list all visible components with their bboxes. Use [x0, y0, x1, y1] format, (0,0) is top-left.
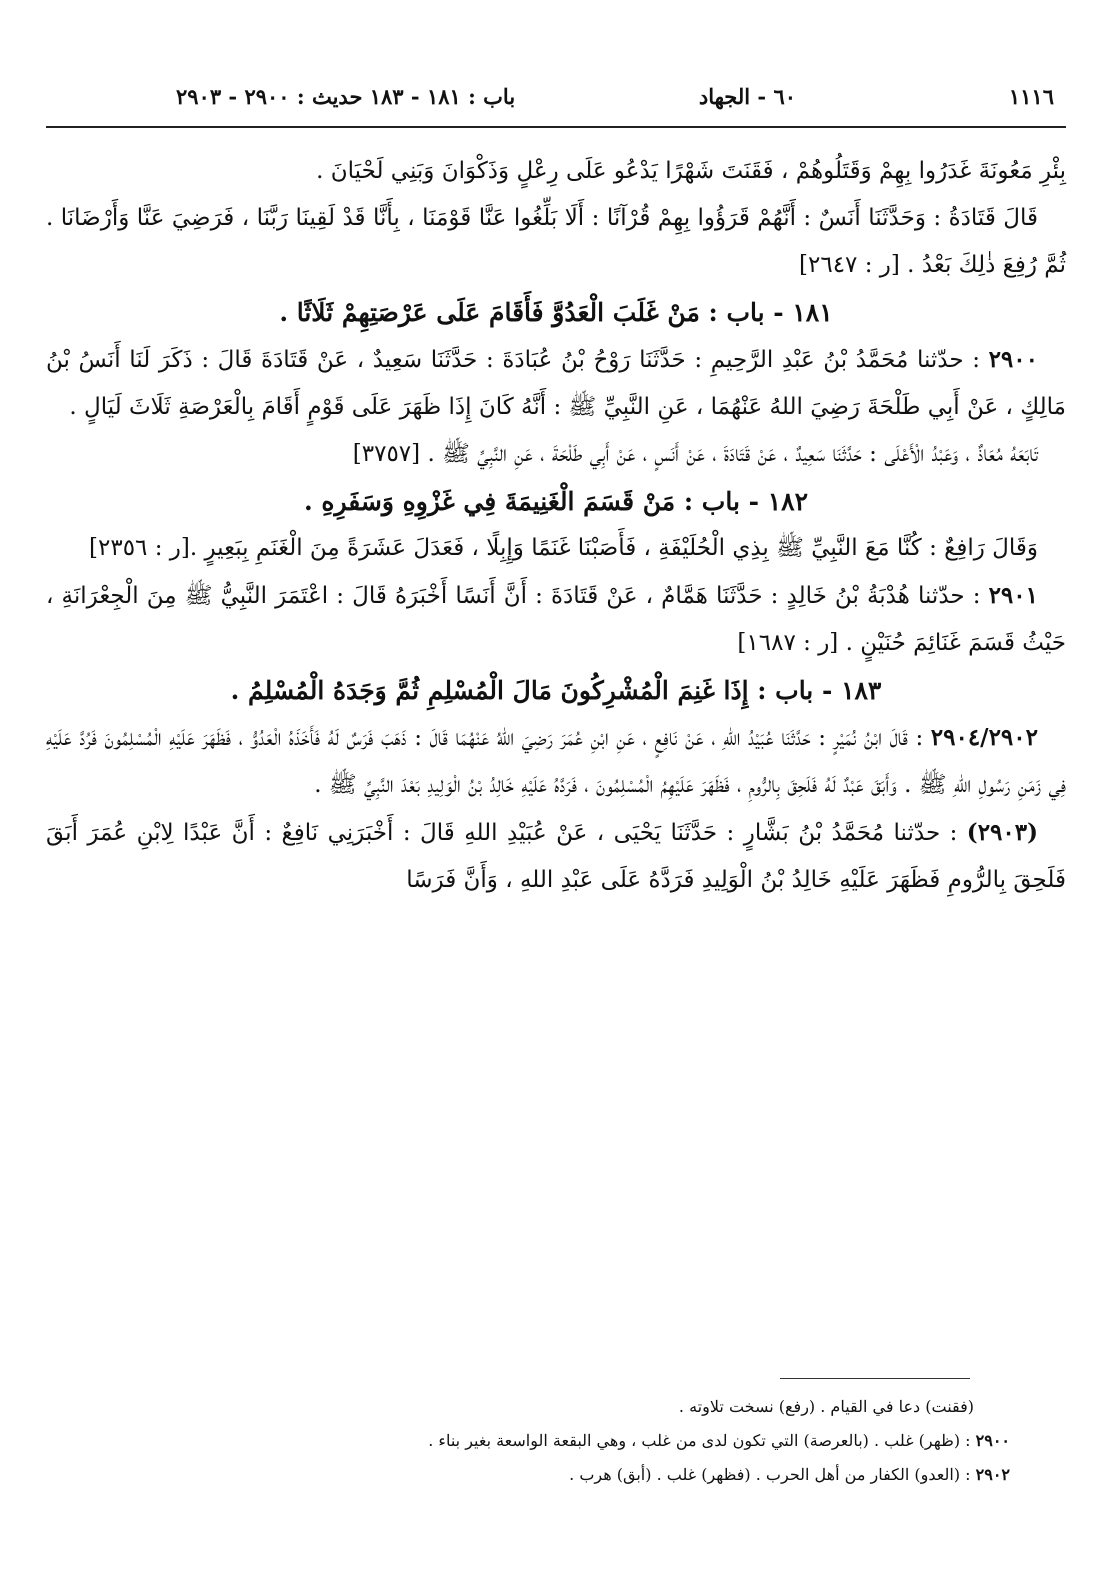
hadith-number: ٢٩٠٤/٢٩٠٢ [930, 724, 1038, 751]
hadith-2903 [46, 809, 1066, 904]
header-rule [46, 126, 1066, 128]
running-header [46, 78, 1066, 122]
hadith-2900 [46, 336, 1066, 431]
footnote-rule [780, 1378, 970, 1379]
footnote-text: : (العدو) الكفار من أهل الحرب . (فظهر) غلب . (أبق) هرب . [569, 1465, 976, 1484]
footnote-number: ٢٩٠٢ [975, 1465, 1010, 1484]
hadith-text: : حدّثنا هُدْبَةُ بْنُ خَالِدٍ : حَدَّثَنَا هَمَّامٌ ، عَنْ قَتَادَةَ : أَنَّ أَنَسًا أَخْبَرَهُ قَالَ : اعْتَمَرَ النَّبِيُّ ﷺ مِنَ الْجِعْرَانَةِ ، حَيْثُ قَسَمَ غَنَائِمَ حُنَيْنٍ . [ر : ١٦٨٧] [46, 583, 1066, 656]
footnote-text: : (ظهر) غلب . (بالعرصة) التي تكون لدى من غلب ، وهي البقعة الواسعة بغير بناء . [428, 1431, 976, 1450]
paragraph: بِئْرِ مَعُونَةَ غَدَرُوا بِهِمْ وَقَتَلُوهُمْ ، فَقَنَتَ شَهْرًا يَدْعُو عَلَى رِعْلٍ وَذَكْوَانَ وَبَنِي لَحْيَانَ . [316, 158, 1066, 184]
hadith-number: (٢٩٠٣) [966, 819, 1038, 846]
hadith-number: ٢٩٠٠ [988, 346, 1038, 373]
hadith-text: : حدّثنا مُحَمَّدُ بْنُ عَبْدِ الرَّحِيمِ : حَدَّثَنَا رَوْحُ بْنُ عُبَادَةَ : حَدَّثَنَا سَعِيدٌ ، عَنْ قَتَادَةَ قَالَ : ذَكَرَ لَنَا أَنَسُ بْنُ مَالِكٍ ، عَنْ أَبِي طَلْحَةَ رَضِيَ اللهُ عَنْهُمَا ، عَنِ النَّبِيِّ ﷺ : أَنَّهُ كَانَ إِذَا ظَهَرَ عَلَى قَوْمٍ أَقَامَ بِالْعَرْصَةِ ثَلَاثَ لَيَالٍ . [46, 347, 1066, 420]
footnotes [46, 1390, 1046, 1492]
hadith-2902 [46, 714, 1066, 809]
chapter-heading-181: ١٨١ - باب : مَنْ غَلَبَ الْعَدُوَّ فَأَقَامَ عَلَى عَرْصَتِهِمْ ثَلَاثًا . [279, 298, 833, 327]
hadith-text: : قَالَ ابْنُ نُمَيْرٍ : حَدَّثَنَا عُبَيْدُ اللهِ ، عَنْ نَافِعٍ ، عَنِ ابْنِ عُمَرَ رَضِيَ اللهُ عَنْهُمَا قَالَ : ذَهَبَ فَرَسٌ لَهُ فَأَخَذَهُ الْعَدُوُّ ، فَظَهَرَ عَلَيْهِ الْمُسْلِمُونَ فَرُدَّ عَلَيْهِ فِي زَمَنِ رَسُولِ اللهِ ﷺ . وَأَبَقَ عَبْدٌ لَهُ فَلَحِقَ بِالرُّومِ ، فَظَهَرَ عَلَيْهِمُ الْمُسْلِمُونَ ، فَرَدَّهُ عَلَيْهِ خَالِدُ بْنُ الْوَلِيدِ بَعْدَ النَّبِيِّ ﷺ . [46, 725, 1066, 798]
hadith-range: باب : ١٨١ - ١٨٣ حديث : ٢٩٠٠ - ٢٩٠٣ [176, 84, 516, 109]
footnote: (فقنت) دعا في القيام . (رفع) نسخت تلاوته . [678, 1397, 974, 1416]
footnote [46, 1424, 1046, 1458]
page-number: ١١١٦ [1008, 84, 1054, 109]
main-text [46, 148, 1066, 904]
hadith-2901 [46, 572, 1066, 667]
paragraph: قَالَ قَتَادَةُ : وَحَدَّثَنَا أَنَسٌ : أَنَّهُمْ قَرَؤُوا بِهِمْ قُرْآنًا : أَلَا بَلِّغُوا عَنَّا قَوْمَنَا ، بِأَنَّا قَدْ لَقِينَا رَبَّنَا ، فَرَضِيَ عَنَّا وَأَرْضَانَا . ثُمَّ رُفِعَ ذٰلِكَ بَعْدُ . [ر : ٢٦٤٧] [46, 205, 1066, 278]
chapter-title: ٦٠ - الجهاد [698, 84, 796, 109]
hadith-number: ٢٩٠١ [988, 582, 1038, 609]
paragraph: وَقَالَ رَافِعٌ : كُنَّا مَعَ النَّبِيِّ ﷺ بِذِي الْحُلَيْفَةِ ، فَأَصَبْنَا غَنَمًا وَإِبِلًا ، فَعَدَلَ عَشَرَةً مِنَ الْغَنَمِ بِبَعِيرٍ .[ر : ٢٣٥٦] [89, 535, 1038, 561]
chapter-heading-182: ١٨٢ - باب : مَنْ قَسَمَ الْغَنِيمَةَ فِي غَزْوِهِ وَسَفَرِهِ . [303, 487, 809, 516]
footnote-number: ٢٩٠٠ [975, 1431, 1010, 1450]
paragraph: تَابَعَهُ مُعَاذٌ ، وَعَبْدُ الْأَعْلَى : حَدَّثَنَا سَعِيدٌ ، عَنْ قَتَادَةَ ، عَنْ أَنَسٍ ، عَنْ أَبِي طَلْحَةَ ، عَنِ النَّبِيِّ ﷺ . [٣٧٥٧] [352, 441, 1038, 467]
hadith-text: : حدّثنا مُحَمَّدُ بْنُ بَشَّارٍ : حَدَّثَنَا يَحْيَى ، عَنْ عُبَيْدِ اللهِ قَالَ : أَخْبَرَنِي نَافِعٌ : أَنَّ عَبْدًا لِابْنِ عُمَرَ أَبَقَ فَلَحِقَ بِالرُّومِ فَظَهَرَ عَلَيْهِ خَالِدُ بْنُ الْوَلِيدِ فَرَدَّهُ عَلَى عَبْدِ اللهِ ، وَأَنَّ فَرَسًا [46, 820, 1066, 893]
chapter-heading-183: ١٨٣ - باب : إِذَا غَنِمَ الْمُشْرِكُونَ مَالَ الْمُسْلِمِ ثُمَّ وَجَدَهُ الْمُسْلِمُ . [230, 676, 882, 705]
footnote [46, 1458, 1046, 1492]
